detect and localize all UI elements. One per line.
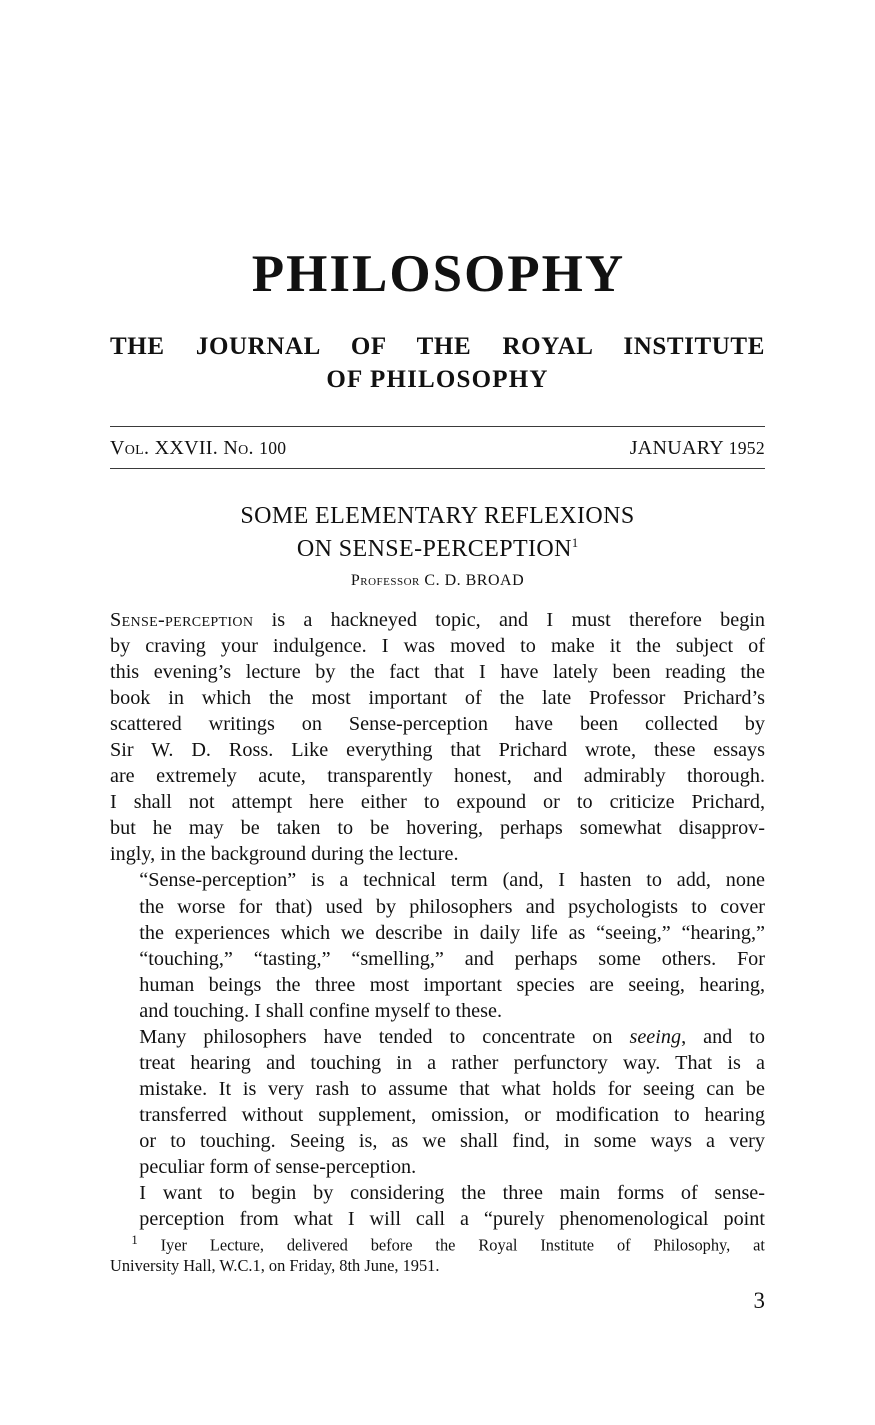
text-line: by craving your indulgence. I was moved to make it the subject of bbox=[110, 635, 765, 658]
text-line: mistake. It is very rash to assume that what holds for seeing can be bbox=[139, 1077, 765, 1100]
text-line: ingly, in the background during the lecture. bbox=[110, 843, 459, 866]
article-title-line-2 bbox=[110, 533, 765, 566]
text-line-rest: is a hackneyed topic, and I must therefore begin bbox=[253, 609, 765, 631]
journal-subtitle-line-2: OF PHILOSOPHY bbox=[326, 365, 549, 393]
issue-line bbox=[110, 437, 765, 460]
header-rule-bottom bbox=[110, 468, 765, 469]
text-line: book in which the most important of the late Professor Prichard’s bbox=[110, 687, 765, 710]
footnote-line-1 bbox=[110, 1230, 765, 1255]
text-line: but he may be taken to be hovering, perhaps somewhat disapprov- bbox=[110, 817, 765, 840]
text-line: are extremely acute, transparently honest, and admirably thorough. bbox=[110, 765, 765, 788]
text-line: human beings the three most important species are seeing, hearing, bbox=[139, 973, 765, 996]
text-line: this evening’s lecture by the fact that I have lately been reading the bbox=[110, 661, 765, 684]
paragraph-4 bbox=[110, 1180, 765, 1232]
volume-number: 100 bbox=[259, 438, 287, 458]
text-line: I shall not attempt here either to expound or to criticize Prichard, bbox=[110, 791, 765, 814]
text-line: the worse for that) used by philosophers and psychologists to cover bbox=[139, 895, 765, 918]
emphasis-seeing: seeing bbox=[629, 1025, 682, 1048]
journal-title: PHILOSOPHY bbox=[251, 245, 626, 303]
header-rule-top bbox=[110, 426, 765, 427]
text-line: Sir W. D. Ross. Like everything that Prichard wrote, these essays bbox=[110, 739, 765, 762]
text-line bbox=[110, 867, 765, 893]
text-line: and touching. I shall confine myself to these. bbox=[139, 999, 503, 1022]
opening-smallcaps: Sense-perception bbox=[110, 609, 254, 631]
text-line: “touching,” “tasting,” “smelling,” and perhaps some others. For bbox=[139, 947, 765, 970]
article-title-line-2-text: ON SENSE-PERCEPTION bbox=[296, 536, 572, 563]
footnote-line-1-text: Iyer Lecture, delivered before the Royal Institute of Philosophy, at bbox=[160, 1235, 765, 1255]
text-line: peculiar form of sense-perception. bbox=[139, 1155, 417, 1178]
footnote-line-2: University Hall, W.C.1, on Friday, 8th June, 1951. bbox=[110, 1256, 440, 1276]
text-line bbox=[110, 1024, 765, 1050]
text-line-part-a: Many philosophers have tended to concentrate on bbox=[139, 1025, 630, 1048]
text-line: the experiences which we describe in daily life as “seeing,” “hearing,” bbox=[139, 921, 765, 944]
text-line bbox=[110, 1180, 765, 1206]
text-line bbox=[110, 607, 765, 633]
text-line: or to touching. Seeing is, as we shall find, in some ways a very bbox=[139, 1129, 765, 1152]
byline-title: Professor bbox=[350, 572, 420, 589]
issue-date: JANUARY 1952 bbox=[629, 437, 765, 459]
footnote-marker: 1 bbox=[131, 1233, 138, 1247]
title-footnote-marker: 1 bbox=[571, 536, 579, 551]
text-line: treat hearing and touching in a rather perfunctory way. That is a bbox=[139, 1051, 765, 1074]
text-line: perception from what I will call a “purely phenomenological point bbox=[139, 1208, 765, 1231]
text-line: scattered writings on Sense-perception have been collected by bbox=[110, 713, 765, 736]
volume-label: Vol. XXVII. No. 100 bbox=[110, 437, 287, 459]
masthead bbox=[110, 245, 765, 396]
issue-year: 1952 bbox=[728, 438, 765, 458]
text-line-text: “Sense-perception” is a technical term (and, I hasten to add, none bbox=[139, 869, 765, 892]
paragraph-1 bbox=[110, 607, 765, 867]
paragraph-2 bbox=[110, 867, 765, 1023]
text-line-text: I want to begin by considering the three main forms of sense- bbox=[139, 1182, 765, 1205]
byline-name: C. D. BROAD bbox=[424, 572, 525, 589]
journal-subtitle-line-1: THE JOURNAL OF THE ROYAL INSTITUTE bbox=[110, 333, 765, 360]
article-title-line-1: SOME ELEMENTARY REFLEXIONS bbox=[240, 503, 635, 529]
footnote bbox=[110, 1230, 765, 1276]
article-body bbox=[110, 607, 765, 1232]
byline bbox=[110, 572, 765, 590]
journal-subtitle bbox=[110, 301, 765, 396]
page-number: 3 bbox=[753, 1288, 765, 1313]
article-title bbox=[110, 500, 765, 566]
text-line: transferred without supplement, omission, or modification to hearing bbox=[139, 1103, 765, 1126]
paragraph-3 bbox=[110, 1024, 765, 1180]
text-line-part-b: , and to bbox=[681, 1025, 765, 1048]
